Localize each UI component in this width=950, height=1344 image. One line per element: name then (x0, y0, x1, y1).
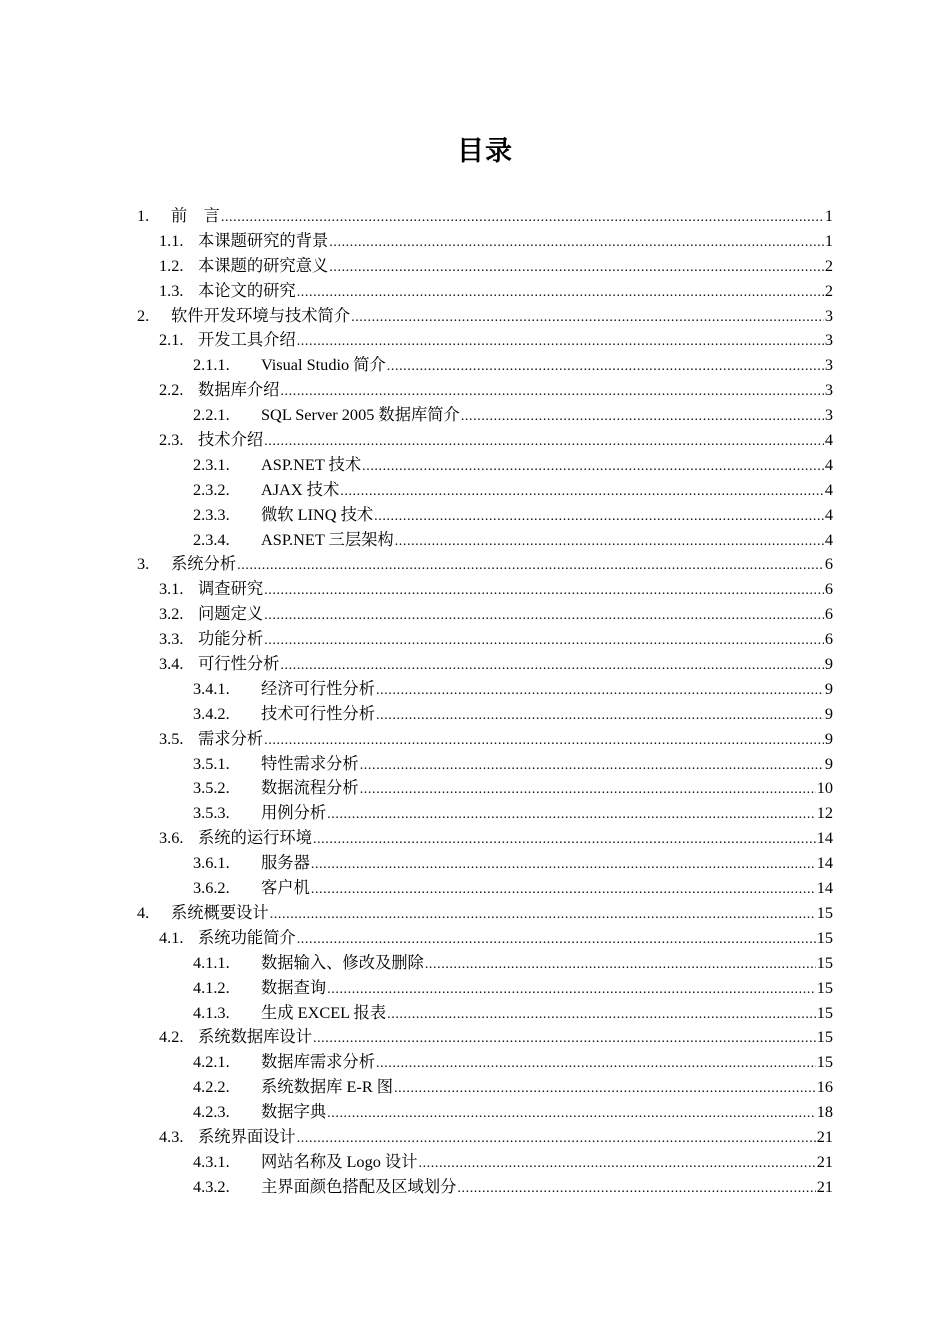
dot-leader (418, 1152, 815, 1175)
toc-entry-number: 3. (137, 554, 150, 574)
table-of-contents (0, 204, 950, 1200)
toc-entry[interactable] (0, 627, 833, 652)
toc-entry[interactable] (0, 926, 833, 951)
toc-entry-page: 14 (816, 878, 833, 898)
toc-entry-page: 6 (824, 579, 833, 599)
toc-entry-page: 10 (816, 778, 833, 798)
toc-entry-page: 6 (824, 554, 833, 574)
dot-leader (270, 903, 816, 926)
toc-entry-title: 数据查询 (261, 977, 327, 997)
toc-entry-title: AJAX 技术 (261, 479, 340, 499)
toc-entry[interactable] (0, 776, 833, 801)
toc-entry-page: 14 (816, 853, 833, 873)
toc-entry-number: 3.4.2. (193, 703, 230, 723)
toc-entry-number: 4.3.2. (193, 1176, 230, 1196)
dot-leader (360, 754, 824, 777)
toc-entry-page: 4 (824, 430, 833, 450)
toc-entry-number: 4.2.1. (193, 1052, 230, 1072)
toc-entry-title: Visual Studio 简介 (261, 355, 386, 375)
toc-entry-page: 6 (824, 629, 833, 649)
toc-entry-number: 3.6.2. (193, 878, 230, 898)
toc-entry[interactable] (0, 503, 833, 528)
dot-leader (237, 554, 824, 577)
toc-entry-number: 2. (137, 305, 150, 325)
toc-entry[interactable] (0, 328, 833, 353)
toc-entry[interactable] (0, 801, 833, 826)
toc-entry[interactable] (0, 727, 833, 752)
toc-entry-title: 技术介绍 (198, 430, 264, 450)
toc-entry-number: 1.2. (159, 255, 184, 275)
toc-entry-title: 软件开发环境与技术简介 (171, 305, 351, 325)
dot-leader (360, 778, 816, 801)
toc-entry-title: 功能分析 (198, 629, 264, 649)
toc-entry-page: 15 (816, 1027, 833, 1047)
toc-entry-page: 1 (824, 230, 833, 250)
toc-entry-number: 4.1.1. (193, 952, 230, 972)
toc-entry-page: 21 (816, 1126, 833, 1146)
toc-entry-page: 18 (816, 1102, 833, 1122)
toc-entry-number: 3.4.1. (193, 678, 230, 698)
dot-leader (327, 1102, 816, 1125)
toc-entry-number: 4.1. (159, 927, 184, 947)
toc-entry-number: 3.1. (159, 579, 184, 599)
toc-entry-page: 15 (816, 952, 833, 972)
toc-entry-number: 4.1.2. (193, 977, 230, 997)
dot-leader (351, 306, 824, 329)
page-title: 目录 (457, 136, 513, 167)
dot-leader (311, 878, 816, 901)
toc-entry[interactable] (0, 528, 833, 553)
dot-leader (264, 604, 824, 627)
dot-leader (280, 380, 823, 403)
toc-entry-title: 经济可行性分析 (261, 678, 375, 698)
toc-entry-title: 本课题研究的背景 (198, 230, 329, 250)
toc-entry-title: 前 言 (171, 206, 220, 225)
dot-leader (329, 231, 824, 254)
dot-leader (297, 928, 816, 951)
dot-leader (297, 330, 824, 353)
toc-entry-page: 9 (824, 753, 833, 773)
dot-leader (362, 455, 824, 478)
toc-entry-number: 3.3. (159, 629, 184, 649)
toc-entry-page: 2 (824, 255, 833, 275)
toc-entry-number: 2.3. (159, 430, 184, 450)
toc-entry-title: 系统分析 (171, 554, 237, 574)
toc-entry-number: 3.6.1. (193, 853, 230, 873)
toc-entry[interactable] (0, 453, 833, 478)
toc-entry[interactable] (0, 851, 833, 876)
toc-entry-page: 14 (816, 828, 833, 848)
toc-entry-page: 15 (816, 1052, 833, 1072)
toc-entry-number: 2.2.1. (193, 405, 230, 425)
toc-entry-number: 3.4. (159, 654, 184, 674)
dot-leader (461, 405, 824, 428)
dot-leader (264, 430, 824, 453)
toc-entry-page: 12 (816, 803, 833, 823)
toc-entry-page: 9 (824, 678, 833, 698)
toc-entry-number: 2.1. (159, 330, 184, 350)
toc-entry[interactable] (0, 1175, 833, 1200)
toc-entry[interactable] (0, 752, 833, 777)
toc-entry-title: 用例分析 (261, 803, 327, 823)
toc-entry-title: 数据输入、修改及删除 (261, 952, 424, 972)
toc-entry[interactable] (0, 428, 833, 453)
dot-leader (264, 579, 824, 602)
toc-entry-page: 15 (816, 977, 833, 997)
toc-entry[interactable] (0, 1075, 833, 1100)
dot-leader (280, 654, 823, 677)
toc-entry[interactable] (0, 1050, 833, 1075)
toc-entry-page: 4 (824, 504, 833, 524)
toc-entry-page: 4 (824, 479, 833, 499)
toc-entry-number: 3.6. (159, 828, 184, 848)
toc-entry-title: 数据字典 (261, 1102, 327, 1122)
dot-leader (376, 679, 824, 702)
toc-entry-page: 3 (824, 305, 833, 325)
toc-entry-page: 3 (824, 405, 833, 425)
dot-leader (376, 704, 824, 727)
toc-entry-number: 2.3.1. (193, 454, 230, 474)
dot-leader (387, 355, 824, 378)
toc-entry[interactable] (0, 677, 833, 702)
toc-entry-page: 16 (816, 1077, 833, 1097)
toc-entry-number: 2.1.1. (193, 355, 230, 375)
dot-leader (313, 1027, 816, 1050)
toc-entry[interactable] (0, 1150, 833, 1175)
toc-entry[interactable] (0, 1001, 833, 1026)
toc-entry[interactable] (0, 378, 833, 403)
toc-entry[interactable] (0, 826, 833, 851)
toc-entry-number: 3.5.2. (193, 778, 230, 798)
toc-entry-number: 2.3.2. (193, 479, 230, 499)
toc-entry-title: 特性需求分析 (261, 753, 359, 773)
dot-leader (394, 1077, 816, 1100)
toc-entry-title: SQL Server 2005 数据库简介 (261, 405, 460, 425)
toc-entry-page: 21 (816, 1176, 833, 1196)
toc-entry-number: 4.3.1. (193, 1151, 230, 1171)
dot-leader (374, 505, 824, 528)
toc-entry-title: 调查研究 (198, 579, 264, 599)
toc-entry-title: 网站名称及 Logo 设计 (261, 1151, 418, 1171)
toc-entry[interactable] (0, 976, 833, 1001)
toc-entry-number: 4.2.3. (193, 1102, 230, 1122)
toc-entry-title: 需求分析 (198, 728, 264, 748)
toc-entry[interactable] (0, 577, 833, 602)
toc-entry-title: ASP.NET 技术 (261, 454, 362, 474)
toc-entry-title: 系统的运行环境 (198, 828, 312, 848)
toc-entry[interactable] (0, 204, 833, 229)
toc-entry-title: 技术可行性分析 (261, 703, 375, 723)
dot-leader (376, 1052, 816, 1075)
toc-entry-title: 数据库介绍 (198, 380, 280, 400)
toc-entry-title: 客户机 (261, 878, 310, 898)
toc-entry-number: 3.5.3. (193, 803, 230, 823)
dot-leader (395, 530, 824, 553)
toc-entry[interactable] (0, 652, 833, 677)
toc-entry[interactable] (0, 552, 833, 577)
toc-entry-title: 数据库需求分析 (261, 1052, 375, 1072)
toc-entry[interactable] (0, 304, 833, 329)
toc-entry[interactable] (0, 254, 833, 279)
toc-entry-number: 3.5.1. (193, 753, 230, 773)
toc-entry[interactable] (0, 478, 833, 503)
dot-leader (387, 1003, 816, 1026)
toc-entry[interactable] (0, 279, 833, 304)
toc-entry-page: 3 (824, 355, 833, 375)
toc-entry-page: 15 (816, 927, 833, 947)
toc-entry-page: 21 (816, 1151, 833, 1171)
toc-entry-title: 数据流程分析 (261, 778, 359, 798)
toc-entry-title: 系统数据库 E-R 图 (261, 1077, 394, 1097)
toc-entry-number: 4.1.3. (193, 1002, 230, 1022)
dot-leader (425, 953, 816, 976)
toc-entry[interactable] (0, 702, 833, 727)
toc-entry[interactable] (0, 229, 833, 254)
toc-entry-page: 3 (824, 380, 833, 400)
dot-leader (311, 853, 816, 876)
toc-entry-page: 4 (824, 454, 833, 474)
toc-entry-number: 2.2. (159, 380, 184, 400)
toc-entry-title: 系统界面设计 (198, 1126, 296, 1146)
toc-entry-title: 开发工具介绍 (198, 330, 296, 350)
toc-entry-title: ASP.NET 三层架构 (261, 529, 394, 549)
dot-leader (340, 480, 824, 503)
toc-entry-title: 微软 LINQ 技术 (261, 504, 374, 524)
toc-entry-page: 15 (816, 902, 833, 922)
toc-entry-number: 4.3. (159, 1126, 184, 1146)
toc-entry[interactable] (0, 1025, 833, 1050)
toc-entry-title: 本课题的研究意义 (198, 255, 329, 275)
toc-entry-number: 3.2. (159, 604, 184, 624)
toc-entry-number: 1.3. (159, 280, 184, 300)
dot-leader (329, 256, 824, 279)
toc-entry-page: 4 (824, 529, 833, 549)
toc-entry-title: 服务器 (261, 853, 310, 873)
toc-entry[interactable] (0, 602, 833, 627)
toc-entry-page: 9 (824, 728, 833, 748)
dot-leader (264, 629, 824, 652)
toc-entry-title: 主界面颜色搭配及区域划分 (261, 1176, 457, 1196)
toc-entry-title: 本论文的研究 (198, 280, 296, 300)
toc-entry-page: 9 (824, 654, 833, 674)
toc-entry-number: 4. (137, 902, 150, 922)
toc-entry-number: 1. (137, 206, 150, 225)
toc-entry-page: 6 (824, 604, 833, 624)
toc-entry[interactable] (0, 1125, 833, 1150)
toc-entry[interactable] (0, 951, 833, 976)
toc-entry-title: 系统概要设计 (171, 902, 269, 922)
toc-entry[interactable] (0, 403, 833, 428)
toc-entry[interactable] (0, 353, 833, 378)
dot-leader (313, 828, 816, 851)
toc-entry-number: 1.1. (159, 230, 184, 250)
toc-entry[interactable] (0, 901, 833, 926)
dot-leader (297, 281, 824, 304)
toc-entry-title: 系统功能简介 (198, 927, 296, 947)
toc-entry-title: 可行性分析 (198, 654, 280, 674)
toc-entry-number: 2.3.4. (193, 529, 230, 549)
toc-entry-page: 15 (816, 1002, 833, 1022)
toc-entry-page: 2 (824, 280, 833, 300)
dot-leader (457, 1177, 815, 1200)
toc-entry-number: 4.2.2. (193, 1077, 230, 1097)
toc-entry-page: 1 (824, 206, 833, 225)
toc-entry-title: 生成 EXCEL 报表 (261, 1002, 387, 1022)
toc-entry-title: 问题定义 (198, 604, 264, 624)
toc-entry-page: 3 (824, 330, 833, 350)
toc-entry[interactable] (0, 876, 833, 901)
toc-entry-number: 3.5. (159, 728, 184, 748)
dot-leader (221, 206, 824, 229)
toc-entry-page: 9 (824, 703, 833, 723)
dot-leader (297, 1127, 816, 1150)
toc-entry[interactable] (0, 1100, 833, 1125)
toc-entry-title: 系统数据库设计 (198, 1027, 312, 1047)
dot-leader (327, 803, 816, 826)
toc-entry-number: 4.2. (159, 1027, 184, 1047)
dot-leader (264, 729, 824, 752)
toc-entry-number: 2.3.3. (193, 504, 230, 524)
dot-leader (327, 978, 816, 1001)
